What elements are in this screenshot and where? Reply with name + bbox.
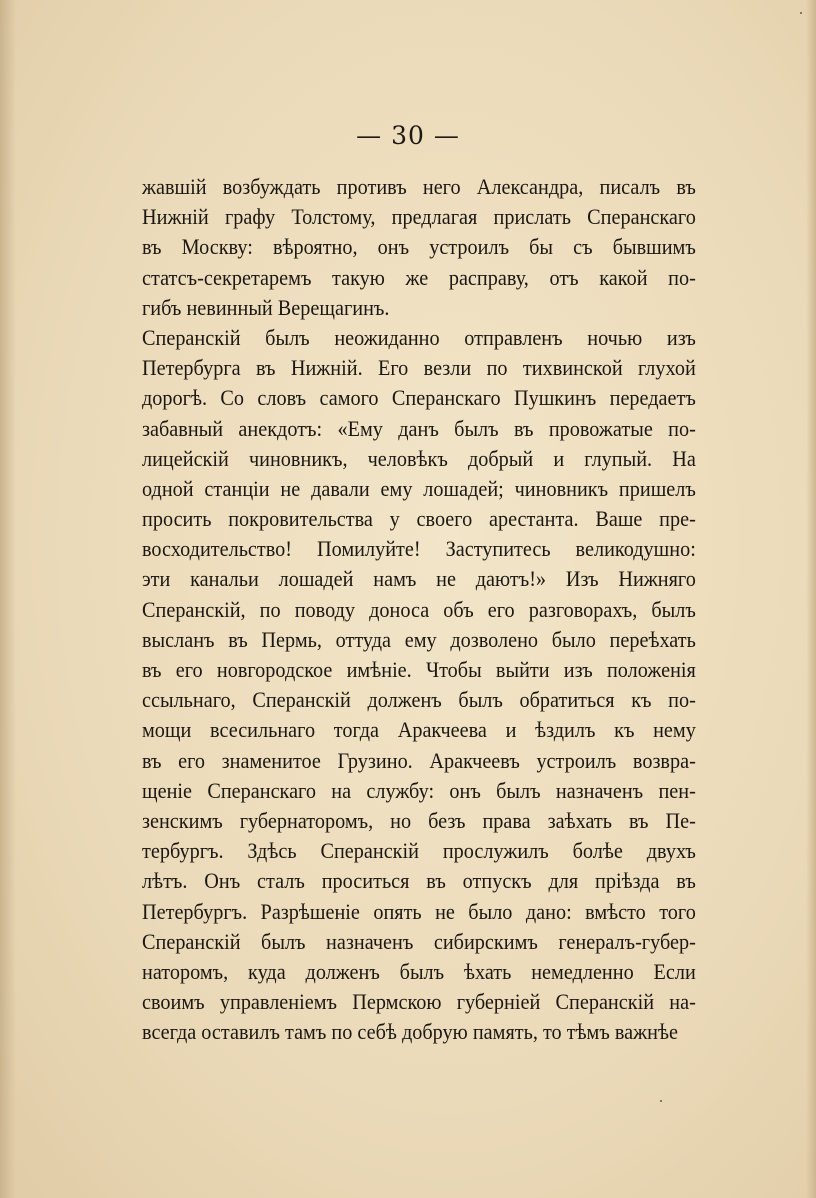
text-line: лѣтъ. Онъ сталъ проситься въ отпускъ для пріѣзда въ <box>142 868 696 894</box>
text-line: Петербурга въ Нижній. Его везли по тихвинской глухой <box>142 355 696 381</box>
page-number: — 30 — <box>356 121 460 150</box>
text-line: зенскимъ губернаторомъ, но безъ права заѣхать въ Пе- <box>142 807 696 833</box>
text-line: тербургъ. Здѣсь Сперанскій прослужилъ болѣе двухъ <box>142 838 696 864</box>
text-line: статсъ-секретаремъ такую же расправу, отъ какой по- <box>142 264 696 290</box>
text-line: ссыльнаго, Сперанскій долженъ былъ обратиться къ по- <box>142 687 696 713</box>
text-line: просить покровительства у своего арестанта. Ваше пре- <box>142 506 696 532</box>
text-line: высланъ въ Пермь, оттуда ему дозволено было переѣхать <box>142 626 696 652</box>
page-edge-shadow-left <box>0 0 16 1198</box>
text-line: Сперанскій, по поводу доноса объ его разговорахъ, былъ <box>142 596 696 622</box>
text-line: дорогѣ. Со словъ самого Сперанскаго Пушкинъ передаетъ <box>142 385 696 411</box>
text-line: мощи всесильнаго тогда Аракчеева и ѣздилъ къ нему <box>142 717 696 743</box>
text-line: въ его знаменитое Грузино. Аракчеевъ устроилъ возвра- <box>142 747 696 773</box>
text-line: Петербургъ. Разрѣшеніе опять не было дано: вмѣсто того <box>142 898 696 924</box>
text-line: Сперанскій былъ назначенъ сибирскимъ генералъ-губер- <box>142 928 696 954</box>
text-line: въ Москву: вѣроятно, онъ устроилъ бы съ бывшимъ <box>142 234 696 260</box>
text-line: одной станціи не давали ему лошадей; чиновникъ пришелъ <box>142 475 696 501</box>
page-edge-shadow-right <box>806 0 816 1198</box>
text-line: своимъ управленіемъ Пермскою губерніей Сперанскій на- <box>142 989 696 1015</box>
paper-speck <box>800 12 802 14</box>
text-line: наторомъ, куда долженъ былъ ѣхать немедленно Если <box>142 958 696 984</box>
text-line: Нижній графу Толстому, предлагая прислать Сперанскаго <box>142 204 696 230</box>
text-line: забавный анекдотъ: «Ему данъ былъ въ провожатые по- <box>142 415 696 441</box>
text-line: Сперанскій былъ неожиданно отправленъ ночью изъ <box>142 324 696 350</box>
text-line: жавшій возбуждать противъ него Александра, писалъ въ <box>142 174 696 199</box>
body-text <box>142 172 696 1047</box>
text-line: въ его новгородское имѣніе. Чтобы выйти изъ положенія <box>142 657 696 682</box>
text-line: щеніе Сперанскаго на службу: онъ былъ назначенъ пен- <box>142 777 696 803</box>
text-line: эти канальи лошадей намъ не даютъ!» Изъ Нижняго <box>142 566 696 592</box>
text-line: гибъ невинный Верещагинъ. <box>142 294 390 320</box>
paper-speck <box>660 1100 662 1102</box>
text-line: восходительство! Помилуйте! Заступитесь великодушно: <box>142 536 696 562</box>
text-line: всегда оставилъ тамъ по себѣ добрую память, то тѣмъ важнѣе <box>142 1019 678 1045</box>
text-line: лицейскій чиновникъ, человѣкъ добрый и глупый. На <box>142 445 696 471</box>
